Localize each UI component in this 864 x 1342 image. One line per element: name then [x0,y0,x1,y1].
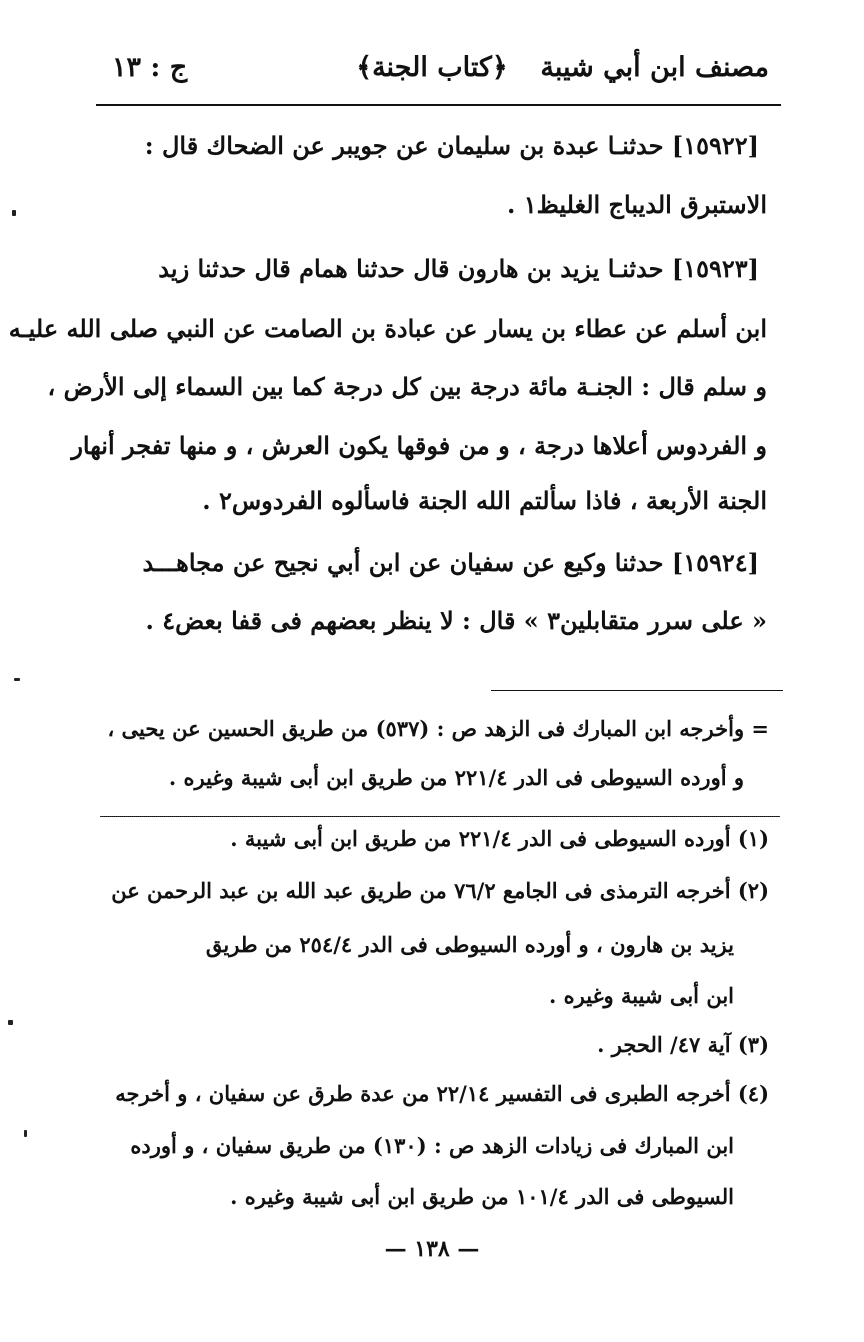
scan-speck [24,1130,27,1137]
footnote-separator [491,690,783,691]
hadith-line: الاستبرق الديباج الغليظ١ . [507,190,767,219]
scan-speck [14,678,20,681]
hadith-line: ابن أسلم عن عطاء بن يسار عن عبادة بن الصامت عن النبي صلى الله عليـه [8,314,767,343]
footnote: (١) أورده السيوطى فى الدر ٢٢١/٤ من طريق ابن أبى شيبة . [230,826,769,851]
footnote: يزيد بن هارون ، و أورده السيوطى فى الدر ٢٥٤/٤ من طريق [205,932,734,957]
hadith-line: و سلم قال : الجنـة مائة درجة بين كل درجة كما بين السماء إلى الأرض ، [47,372,767,401]
scan-speck [12,210,16,216]
header-rule [96,104,781,106]
footnote-continued: = وأخرجه ابن المبارك فى الزهد ص : (٥٣٧) من طريق الحسين عن يحيى ، [107,716,769,741]
footnote: ابن أبى شيبة وغيره . [549,983,734,1008]
footnote: ابن المبارك فى زيادات الزهد ص : (١٣٠) من طريق سفيان ، و أورده [130,1133,734,1158]
footnote-dotted-rule [100,816,780,817]
scan-speck [8,1020,13,1025]
footnote-continued: و أورده السيوطى فى الدر ٢٢١/٤ من طريق ابن أبى شيبة وغيره . [168,765,744,790]
footnote: (٣) آية ٤٧/ الحجر . [597,1032,769,1057]
hadith-line: [١٥٩٢٤] حدثنا وكيع عن سفيان عن ابن أبي نجيح عن مجاهـــد [142,548,759,577]
book-title: مصنف ابن أبي شيبة [540,52,769,83]
footnote: (٤) أخرجه الطبرى فى التفسير ٢٢/١٤ من عدة طرق عن سفيان ، و أخرجه [115,1081,769,1106]
hadith-line: [١٥٩٢٢] حدثنـا عبدة بن سليمان عن جويبر عن الضحاك قال : [144,131,759,160]
chapter-title: ﴿كتاب الجنة﴾ [356,52,508,83]
volume-number: ج : ١٣ [112,52,188,83]
footnote: (٢) أخرجه الترمذى فى الجامع ٧٦/٢ من طريق عبد الله بن عبد الرحمن عن [111,878,769,903]
footnote: السيوطى فى الدر ١٠١/٤ من طريق ابن أبى شيبة وغيره . [230,1184,734,1209]
hadith-line: الجنة الأربعة ، فاذا سألتم الله الجنة فاسألوه الفردوس٢ . [202,486,767,515]
hadith-line: [١٥٩٢٣] حدثنـا يزيد بن هارون قال حدثنا همام قال حدثنا زيد [158,254,759,283]
hadith-line: « على سرر متقابلين٣ » قال : لا ينظر بعضهم فى قفا بعض٤ . [145,606,767,635]
hadith-line: و الفردوس أعلاها درجة ، و من فوقها يكون العرش ، و منها تفجر أنهار [71,431,767,460]
page-number: — ١٣٨ — [384,1236,480,1262]
